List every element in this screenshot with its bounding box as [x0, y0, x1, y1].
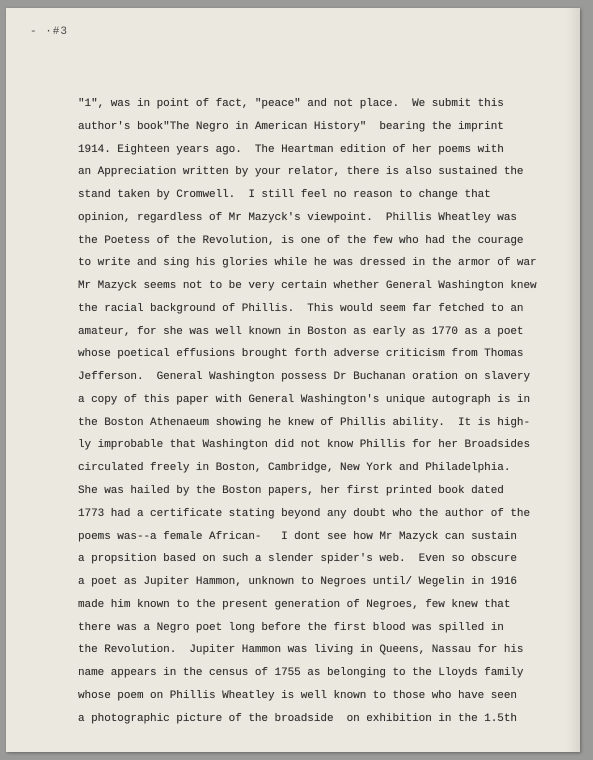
- text-line: there was a Negro poet long before the first blood was spilled in: [78, 621, 504, 634]
- page-number-mark: - ·#3: [30, 26, 69, 38]
- typed-letter-page: [6, 8, 580, 752]
- text-line: Mr Mazyck seems not to be very certain whether General Washington knew: [78, 280, 537, 293]
- text-line: amateur, for she was well known in Boston as early as 1770 as a poet: [78, 325, 524, 338]
- text-line: opinion, regardless of Mr Mazyck's viewpoint. Phillis Wheatley was: [78, 211, 517, 224]
- text-line: a photographic picture of the broadside on exhibition in the 1.5th: [78, 712, 517, 725]
- text-line: a copy of this paper with General Washington's unique autograph is in: [78, 393, 531, 406]
- text-line: name appears in the census of 1755 as belonging to the Lloyds family: [78, 667, 524, 680]
- text-line: poems was--a female African- I dont see how Mr Mazyck can sustain: [78, 530, 517, 543]
- text-line: a propsition based on such a slender spider's web. Even so obscure: [78, 553, 517, 566]
- text-line: the Poetess of the Revolution, is one of the few who had the courage: [78, 234, 524, 247]
- text-line: circulated freely in Boston, Cambridge, New York and Philadelphia.: [78, 462, 511, 475]
- text-line: the racial background of Phillis. This would seem far fetched to an: [78, 302, 524, 315]
- text-line: whose poem on Phillis Wheatley is well known to those who have seen: [78, 689, 517, 702]
- text-line: an Appreciation written by your relator, there is also sustained the: [78, 166, 524, 179]
- text-line: ly improbable that Washington did not know Phillis for her Broadsides: [78, 439, 531, 452]
- text-line: made him known to the present generation of Negroes, few knew that: [78, 598, 511, 611]
- text-line: 1773 had a certificate stating beyond any doubt who the author of the: [78, 507, 531, 520]
- text-line: whose poetical effusions brought forth adverse criticism from Thomas: [78, 348, 524, 361]
- text-line: a poet as Jupiter Hammon, unknown to Negroes until/ Wegelin in 1916: [78, 576, 517, 589]
- text-line: stand taken by Cromwell. I still feel no reason to change that: [78, 189, 491, 202]
- text-line: to write and sing his glories while he was dressed in the armor of war: [78, 257, 537, 270]
- text-line: Jefferson. General Washington possess Dr Buchanan oration on slavery: [78, 371, 531, 384]
- text-line: "1", was in point of fact, "peace" and not place. We submit this: [78, 98, 504, 110]
- text-line: She was hailed by the Boston papers, her first printed book dated: [78, 485, 504, 498]
- text-line: author's book"The Negro in American History" bearing the imprint: [78, 120, 504, 133]
- text-line: 1914. Eighteen years ago. The Heartman edition of her poems with: [78, 143, 504, 156]
- letter-body-text: [78, 93, 566, 730]
- text-line: the Boston Athenaeum showing he knew of Phillis ability. It is high-: [78, 416, 531, 429]
- text-line: the Revolution. Jupiter Hammon was living in Queens, Nassau for his: [78, 644, 524, 657]
